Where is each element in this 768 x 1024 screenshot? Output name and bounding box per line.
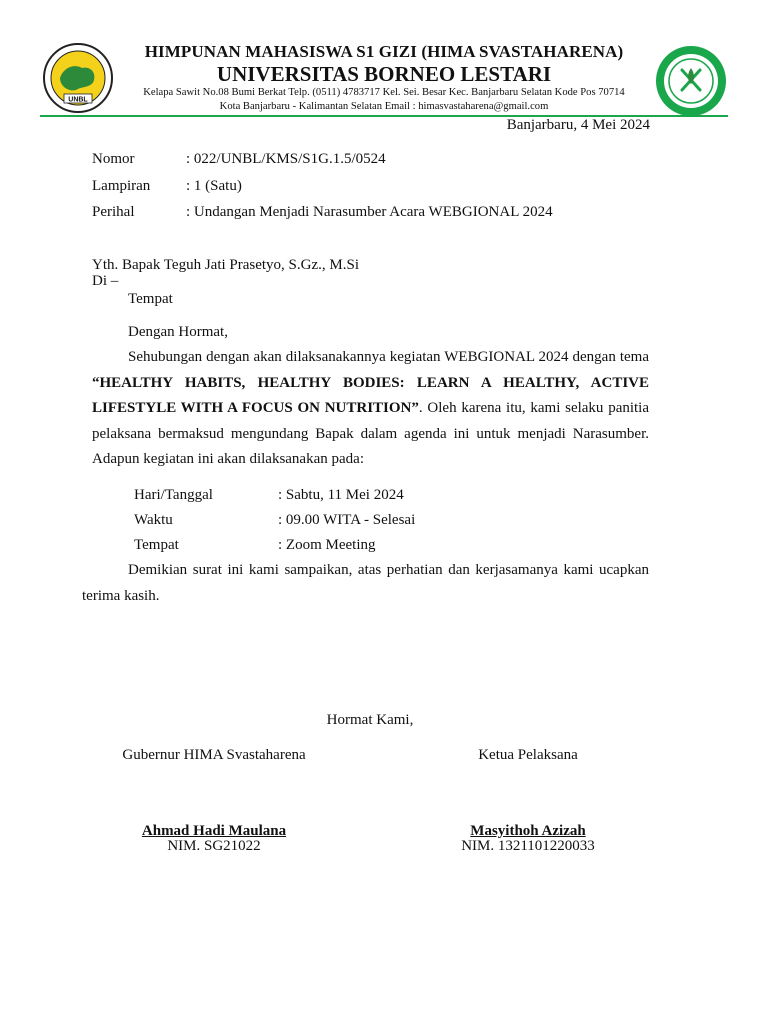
detail-label: Tempat	[134, 537, 179, 553]
recipient-di: Di –	[92, 273, 119, 289]
closing-text: Demikian surat ini kami sampaikan, atas perhatian dan kerjasamanya kami ucapkan terima kasih.	[82, 562, 649, 604]
org-heading: HIMPUNAN MAHASISWA S1 GIZI (HIMA SVASTAHARENA)	[144, 42, 624, 61]
signatory-name-governor: Ahmad Hadi Maulana	[141, 823, 287, 839]
meta-value: : 022/UNBL/KMS/S1G.1.5/0524	[186, 151, 386, 167]
meta-value: : 1 (Satu)	[186, 178, 242, 194]
signatory-name-chair: Masyithoh Azizah	[470, 823, 586, 839]
salutation: Dengan Hormat,	[128, 324, 228, 340]
meta-label: Lampiran	[92, 178, 151, 194]
body-text-intro: Sehubungan dengan akan dilaksanakannya kegiatan WEBGIONAL 2024 dengan tema	[128, 349, 649, 365]
address-line-2: Kota Banjarbaru - Kalimantan Selatan Email : himasvastaharena@gmail.com	[219, 101, 549, 112]
body-paragraph	[92, 345, 649, 473]
address-line-1: Kelapa Sawit No.08 Bumi Berkat Telp. (0511) 4783717 Kel. Sei. Besar Kec. Banjarbaru Selatan Kode Pos 70714	[143, 87, 625, 98]
meta-label: Perihal	[92, 204, 135, 220]
detail-label: Hari/Tanggal	[134, 487, 213, 503]
closing-paragraph	[82, 558, 649, 609]
detail-label: Waktu	[134, 512, 173, 528]
recipient-name: Yth. Bapak Teguh Jati Prasetyo, S.Gz., M.Si	[92, 257, 359, 273]
signatory-role-chair: Ketua Pelaksana	[478, 747, 578, 763]
signatory-nim-chair: NIM. 1321101220033	[461, 838, 595, 854]
event-theme: “HEALTHY HABITS, HEALTHY BODIES: LEARN A HEALTHY, ACTIVE LIFESTYLE WITH A FOCUS ON NUTRITION”	[92, 374, 649, 416]
detail-value: : 09.00 WITA - Selesai	[278, 512, 416, 528]
signatory-nim-governor: NIM. SG21022	[167, 838, 261, 854]
signoff: Hormat Kami,	[326, 712, 414, 728]
detail-value: : Sabtu, 11 Mei 2024	[278, 487, 404, 503]
letter-date: Banjarbaru, 4 Mei 2024	[506, 117, 650, 133]
signatory-role-governor: Gubernur HIMA Svastaharena	[122, 747, 306, 763]
university-heading: UNIVERSITAS BORNEO LESTARI	[216, 62, 552, 86]
detail-value: : Zoom Meeting	[278, 537, 376, 553]
meta-label: Nomor	[92, 151, 135, 167]
university-logo-text: UNBL	[68, 96, 88, 104]
body-text-continued: . Oleh karena itu, kami selaku panitia pelaksana bermaksud mengundang Bapak dalam agenda ini untuk menjadi Narasumber. Adapun kegiatan ini akan dilaksanakan pada:	[92, 400, 650, 467]
recipient-place: Tempat	[128, 291, 173, 307]
meta-value: : Undangan Menjadi Narasumber Acara WEBGIONAL 2024	[186, 204, 553, 220]
